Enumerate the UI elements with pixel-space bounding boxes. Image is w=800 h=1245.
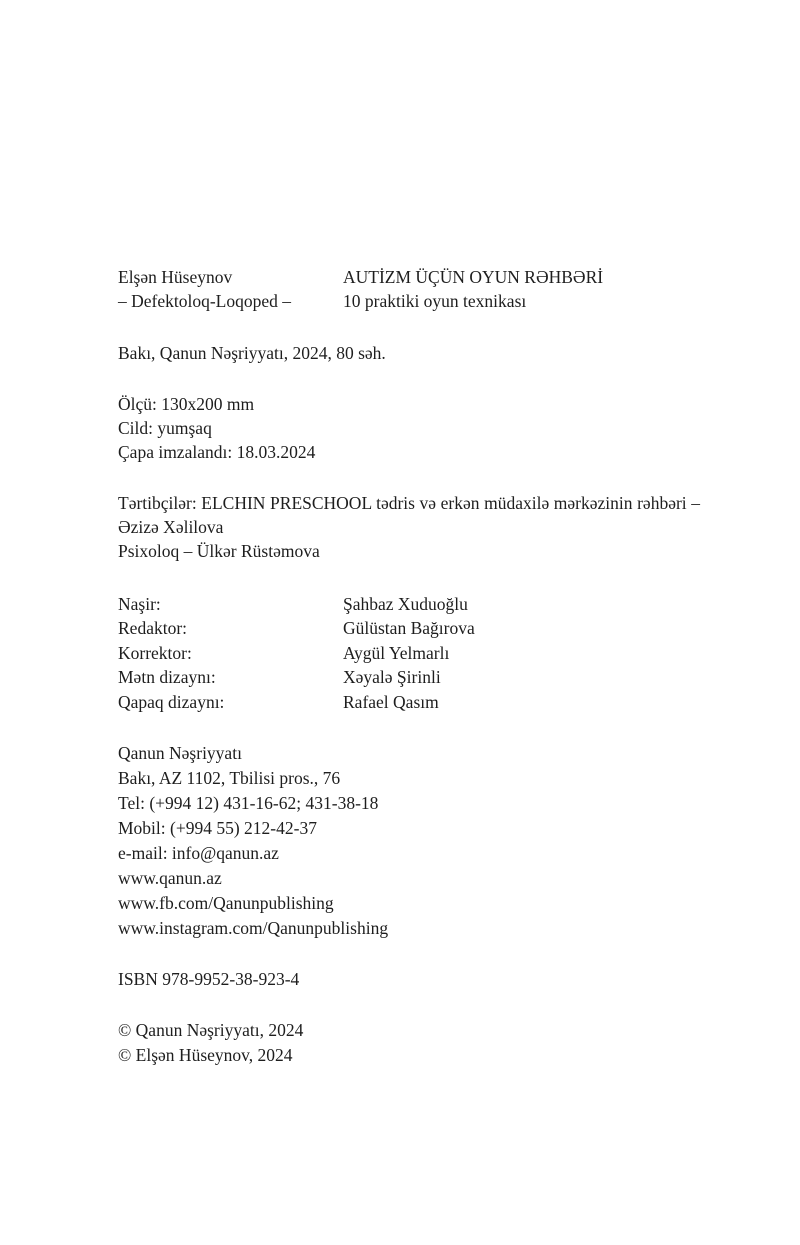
credit-row-editor — [118, 616, 700, 640]
credit-row-proofreader — [118, 641, 700, 665]
publisher-mobile: Mobil: (+994 55) 212-42-37 — [118, 818, 317, 838]
credit-name: Şahbaz Xuduoğlu — [343, 594, 468, 614]
isbn: ISBN 978-9952-38-923-4 — [118, 969, 300, 989]
psychologist-line: Psixoloq – Ülkər Rüstəmova — [118, 541, 320, 561]
credit-name: Rafael Qasım — [343, 692, 439, 712]
credit-name: Gülüstan Bağırova — [343, 618, 475, 638]
publisher-email: e-mail: info@qanun.az — [118, 843, 279, 863]
credit-role: Mətn dizaynı: — [118, 667, 216, 687]
spec-binding: Cild: yumşaq — [118, 418, 212, 438]
author-role: – Defektoloq-Loqoped – — [118, 291, 292, 311]
publisher-website: www.qanun.az — [118, 868, 222, 888]
compilers-text: Tərtibçilər: ELCHIN PRESCHOOL tədris və erkən müdaxilə mərkəzinin rəhbəri – Əzizə Xəlilova — [118, 493, 700, 537]
publisher-instagram: www.instagram.com/Qanunpublishing — [118, 918, 389, 938]
spec-print-date: Çapa imzalandı: 18.03.2024 — [118, 442, 316, 462]
spec-size: Ölçü: 130x200 mm — [118, 394, 255, 414]
publisher-tel: Tel: (+994 12) 431-16-62; 431-38-18 — [118, 793, 379, 813]
credit-role: Korrektor: — [118, 643, 192, 663]
credit-role: Redaktor: — [118, 618, 188, 638]
book-title: AUTİZM ÜÇÜN OYUN RƏHBƏRİ — [343, 267, 604, 287]
credit-role: Naşir: — [118, 594, 161, 614]
publication-line: Bakı, Qanun Nəşriyyatı, 2024, 80 səh. — [118, 343, 386, 363]
publisher-facebook: www.fb.com/Qanunpublishing — [118, 893, 334, 913]
credit-row-text-design — [118, 665, 700, 689]
credit-row-publisher — [118, 592, 700, 616]
credit-name: Aygül Yelmarlı — [343, 643, 450, 663]
credit-role: Qapaq dizaynı: — [118, 692, 225, 712]
copyright-author: © Elşən Hüseynov, 2024 — [118, 1045, 293, 1065]
author-name: Elşən Hüseynov — [118, 267, 233, 287]
publisher-address: Bakı, AZ 1102, Tbilisi pros., 76 — [118, 768, 341, 788]
book-subtitle: 10 praktiki oyun texnikası — [343, 291, 527, 311]
credit-name: Xəyalə Şirinli — [343, 667, 441, 687]
copyright-publisher: © Qanun Nəşriyyatı, 2024 — [118, 1020, 304, 1040]
publisher-name: Qanun Nəşriyyatı — [118, 743, 242, 763]
credit-row-cover-design — [118, 690, 700, 714]
